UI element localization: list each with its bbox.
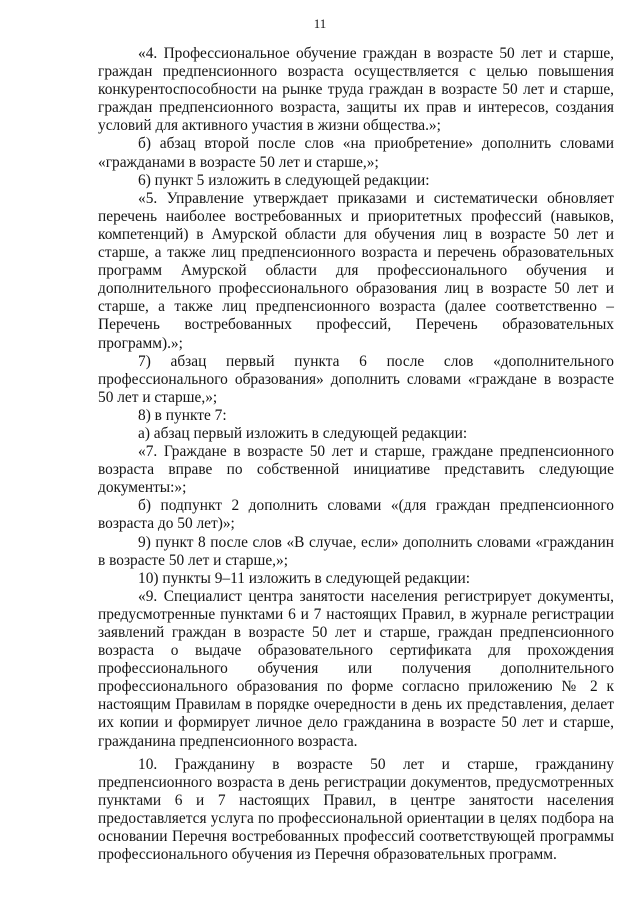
paragraph: 9) пункт 8 после слов «В случае, если» дополнить словами «гражданин в возрасте 50 лет и старше,»;: [98, 533, 614, 569]
paragraph: 7) абзац первый пункта 6 после слов «дополнительного профессионального образования» дополнить словами «граждане в возрасте 50 лет и старше,»;: [98, 352, 614, 406]
paragraph: а) абзац первый изложить в следующей редакции:: [138, 424, 468, 442]
paragraph: б) подпункт 2 дополнить словами «(для граждан предпенсионного возраста до 50 лет)»;: [98, 497, 614, 533]
paragraph: «5. Управление утверждает приказами и систематически обновляет перечень наиболее востребованных и приоритетных профессий (навыков, компетенций) в Амурской области для обучения лиц в возрасте 50 лет и старше, а также лиц предпенсионного возраста и перечень образовательных программ Амурской области для профессионального обучения и дополнительного профессионального образования лиц в возрасте 50 лет и старше, а также лиц предпенсионного возраста (далее соответственно – Перечень востребованных профессий, Перечень образовательных программ).»;: [98, 189, 614, 352]
paragraph: 10) пункты 9–11 изложить в следующей редакции:: [138, 569, 471, 587]
paragraph: «7. Граждане в возрасте 50 лет и старше, граждане предпенсионного возраста вправе по собственной инициативе представить следующие документы:»;: [98, 443, 614, 497]
paragraph: б) абзац второй после слов «на приобретение» дополнить словами «гражданами в возрасте 50 лет и старше,»;: [98, 135, 614, 171]
paragraph: «9. Специалист центра занятости населения регистрирует документы, предусмотренные пунктами 6 и 7 настоящих Правил, в журнале регистрации заявлений граждан в возрасте 50 лет и старше, граждан предпенсионного возраста о выдаче образовательного сертификата для прохождения профессионального обучения или получения дополнительного профессионального образования по форме согласно приложению № 2 к настоящим Правилам в порядке очередности в день их представления, делает их копии и формирует личное дело гражданина в возрасте 50 лет и старше, гражданина предпенсионного возраста.: [98, 587, 614, 750]
page-number: 11: [313, 16, 327, 31]
document-body: [98, 45, 614, 864]
paragraph: «4. Профессиональное обучение граждан в возрасте 50 лет и старше, граждан предпенсионного возраста осуществляется с целью повышения конкурентоспособности на рынке труда граждан в возрасте 50 лет и старше, граждан предпенсионного возраста, защиты их прав и интересов, создания условий для активного участия в жизни общества.»;: [98, 45, 614, 135]
paragraph: 10. Гражданину в возрасте 50 лет и старше, гражданину предпенсионного возраста в день регистрации документов, предусмотренных пунктами 6 и 7 настоящих Правил, в центре занятости населения предоставляется услуга по профессиональной ориентации в целях подбора на основании Перечня востребованных профессий соответствующей программы профессионального обучения из Перечня образовательных программ.: [98, 755, 614, 864]
paragraph: 8) в пункте 7:: [138, 406, 227, 424]
paragraph: 6) пункт 5 изложить в следующей редакции:: [138, 171, 430, 189]
